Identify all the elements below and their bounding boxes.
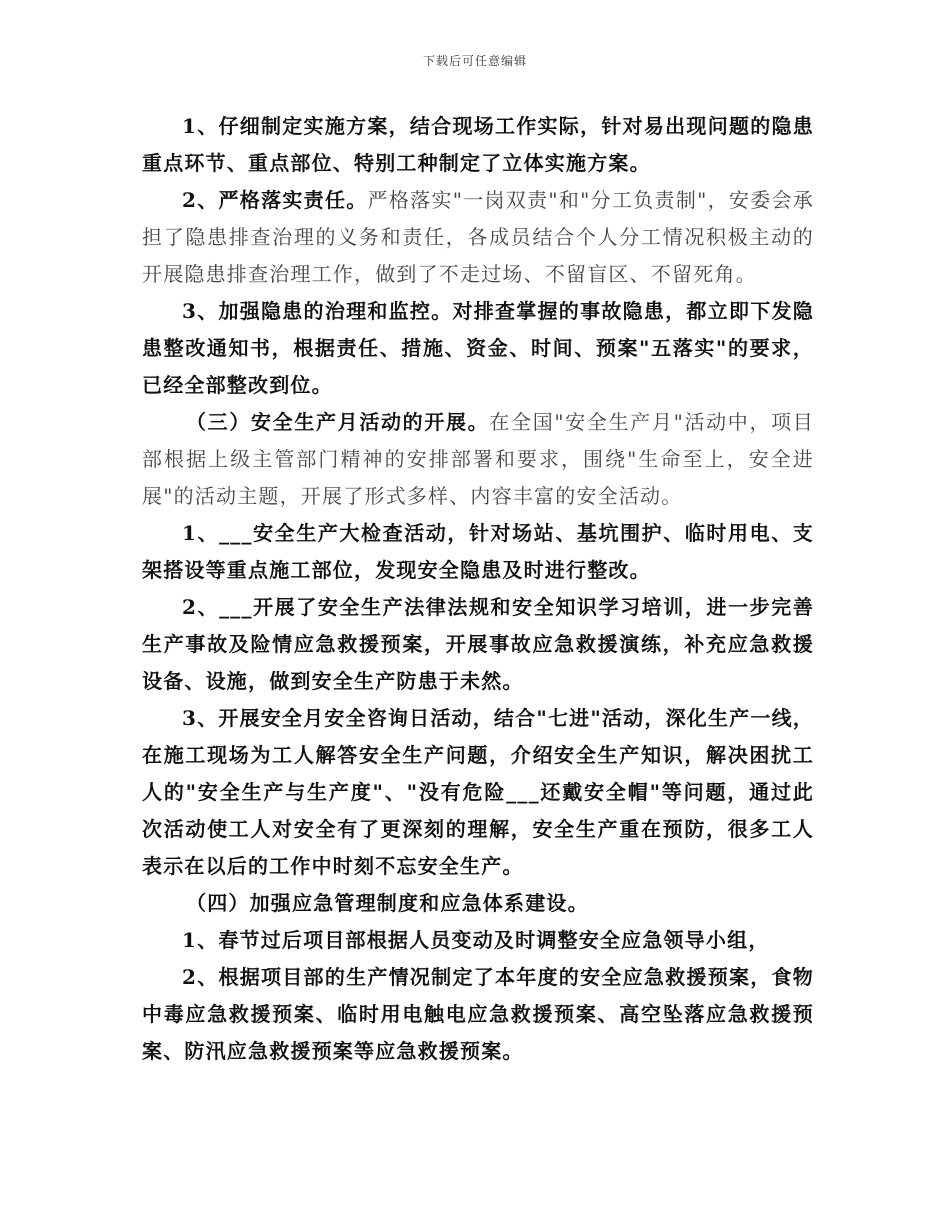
page-header: 下载后可任意编辑 <box>422 54 527 68</box>
paragraph-4-bold: （三）安全生产月活动的开展。 <box>186 410 490 434</box>
paragraph-8-bold: （四）加强应急管理制度和应急体系建设。 <box>186 891 589 915</box>
paragraph-1-bold: 1、仔细制定实施方案，结合现场工作实际，针对易出现问题的隐患重点环节、重点部位、特别工种制定了立体实施方案。 <box>142 114 814 175</box>
paragraph-4 <box>142 404 814 515</box>
paragraph-5-bold: 1、___安全生产大检查活动，针对场站、基坑围护、临时用电、支架搭设等重点施工部位，发现安全隐患及时进行整改。 <box>142 521 814 582</box>
paragraph-9 <box>142 922 814 959</box>
paragraph-2-bold: 2、严格落实责任。 <box>182 188 368 212</box>
paragraph-6 <box>142 589 814 700</box>
paragraph-10 <box>142 959 814 1070</box>
paragraph-7-bold: 3、开展安全月安全咨询日活动，结合"七进"活动，深化生产一线，在施工现场为工人解答安全生产问题，介绍安全生产知识，解决困扰工人的"安全生产与生产度"、"没有危险___还戴安全帽"等问题，通过此次活动使工人对安全有了更深刻的理解，安全生产重在预防，很多工人表示在以后的工作中时刻不忘安全生产。 <box>142 706 814 878</box>
paragraph-10-bold: 2、根据项目部的生产情况制定了本年度的安全应急救援预案，食物中毒应急救援预案、临时用电触电应急救援预案、高空坠落应急救援预案、防汛应急救援预案等应急救援预案。 <box>142 965 814 1063</box>
paragraph-4-normal: 在全国"安全生产月"活动中，项目部根据上级主管部门精神的安排部署和要求，围绕"生命至上，安全进展"的活动主题，开展了形式多样、内容丰富的安全活动。 <box>142 410 814 508</box>
paragraph-6-bold: 2、___开展了安全生产法律法规和安全知识学习培训，进一步完善生产事故及险情应急救援预案，开展事故应急救援演练，补充应急救援设备、设施，做到安全生产防患于未然。 <box>142 595 814 693</box>
document-body <box>142 108 814 1070</box>
paragraph-2 <box>142 182 814 293</box>
paragraph-8 <box>142 885 814 922</box>
paragraph-9-bold: 1、春节过后项目部根据人员变动及时调整安全应急领导小组， <box>182 928 770 952</box>
paragraph-7 <box>142 700 814 885</box>
paragraph-5 <box>142 515 814 589</box>
paragraph-1 <box>142 108 814 182</box>
paragraph-2-normal: 严格落实"一岗双责"和"分工负责制"，安委会承担了隐患排查治理的义务和责任，各成员结合个人分工情况积极主动的开展隐患排查治理工作，做到了不走过场、不留盲区、不留死角。 <box>142 188 814 286</box>
paragraph-3-bold: 3、加强隐患的治理和监控。对排查掌握的事故隐患，都立即下发隐患整改通知书，根据责任、措施、资金、时间、预案"五落实"的要求，已经全部整改到位。 <box>142 299 814 397</box>
paragraph-3 <box>142 293 814 404</box>
